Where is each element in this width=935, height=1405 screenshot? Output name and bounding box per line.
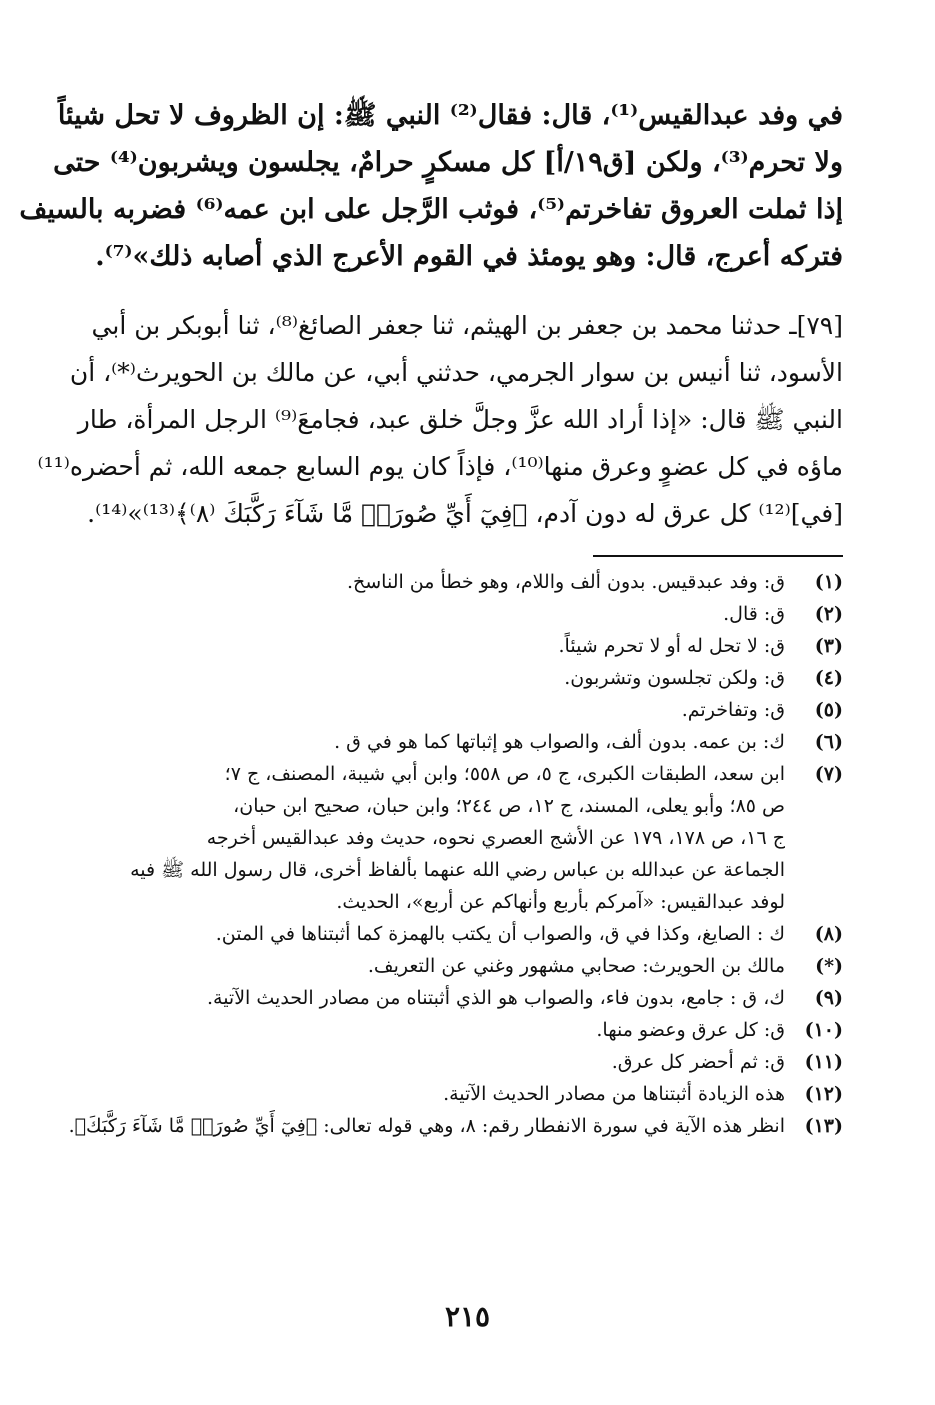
hadith-line: [٧٩]ـ حدثنا محمد بن جعفر بن الهيثم، ثنا جعفر الصائغ⁽⁸⁾، ثنا أبوبكر بن أبي xyxy=(91,311,843,340)
footnote-divider xyxy=(593,555,843,557)
footnote-item xyxy=(96,982,843,1014)
footnote-number: (٤) xyxy=(814,667,843,689)
footnote-text: ك، ق : جامع، بدون فاء، والصواب هو الذي أثبتناه من مصادر الحديث الآتية. xyxy=(206,987,785,1009)
footnote-text: ق: وتفاخرتم. xyxy=(681,699,785,721)
main-paragraph xyxy=(19,92,843,280)
footnote-item xyxy=(96,630,843,662)
footnote-text: هذه الزيادة أثبتناها من مصادر الحديث الآتية. xyxy=(443,1083,785,1105)
footnote-number: (١١) xyxy=(804,1051,843,1073)
hadith-line: النبي ﷺ قال: «إذا أراد الله عزَّ وجلَّ خلق عبد، فجامعَ⁽⁹⁾ الرجل المرأة، طار xyxy=(77,405,843,434)
footnote-number: (١٣) xyxy=(804,1115,843,1137)
main-line: إذا ثملت العروق تفاخرتم⁽⁵⁾، فوثب الرَّجل على ابن عمه⁽⁶⁾ فضربه بالسيف xyxy=(19,194,843,225)
main-line: فتركه أعرج، قال: وهو يومئذ في القوم الأعرج الذي أصابه ذلك»⁽⁷⁾. xyxy=(95,241,843,272)
hadith-paragraph xyxy=(37,302,843,537)
footnote-number: (٨) xyxy=(814,923,843,945)
footnote-text: الجماعة عن عبدالله بن عباس رضي الله عنهما بألفاظ أخرى، قال رسول الله ﷺ فيه xyxy=(130,859,785,881)
footnote-text: مالك بن الحويرث: صحابي مشهور وغني عن التعريف. xyxy=(367,955,785,977)
footnote-number: (٣) xyxy=(814,635,843,657)
footnote-text: انظر هذه الآية في سورة الانفطار رقم: ٨، وهي قوله تعالى: ﴿فِيٓ أَيِّ صُورَةٖ مَّا شَآءَ رَكَّبَكَ﴾. xyxy=(68,1115,785,1137)
page-body xyxy=(19,92,843,537)
footnote-text: ك: بن عمه. بدون ألف، والصواب هو إثباتها كما هو في ق . xyxy=(334,731,785,753)
footnote-item xyxy=(96,726,843,758)
footnote-number: (١) xyxy=(814,571,843,593)
footnote-item xyxy=(96,662,843,694)
footnote-number: (٢) xyxy=(814,603,843,625)
footnote-text: ابن سعد، الطبقات الكبرى، ج ٥، ص ٥٥٨؛ وابن أبي شيبة، المصنف، ج ٧؛ xyxy=(224,763,785,785)
footnote-number: (٥) xyxy=(814,699,843,721)
footnote-number: (٩) xyxy=(814,987,843,1009)
footnote-number: (*) xyxy=(815,955,843,977)
footnote-item xyxy=(96,1078,843,1110)
footnote-number: (٦) xyxy=(814,731,843,753)
footnote-text: ق: كل عرق وعضو منها. xyxy=(596,1019,785,1041)
page-number: ٢١٥ xyxy=(444,1300,491,1333)
footnote-item xyxy=(96,598,843,630)
footnote-number: (١٢) xyxy=(804,1083,843,1105)
footnote-item xyxy=(68,1110,843,1142)
hadith-line: الأسود، ثنا أنيس بن سوار الجرمي، حدثني أبي، عن مالك بن الحويرث⁽*⁾، أن xyxy=(69,358,843,387)
footnote-number: (٧) xyxy=(814,763,843,785)
footnote-text: ج ١٦، ص ١٧٨، ١٧٩ عن الأشج العصري نحوه، حديث وفد عبدالقيس أخرجه xyxy=(206,827,785,849)
main-line: في وفد عبدالقيس⁽¹⁾، قال: فقال⁽²⁾ النبي ﷺ: إن الظروف لا تحل شيئاً xyxy=(57,100,843,131)
footnote-text: ق: وفد عبدقيس. بدون ألف واللام، وهو خطأ من الناسخ. xyxy=(346,571,785,593)
hadith-line: ماؤه في كل عضوٍ وعرق منها⁽¹⁰⁾، فإذاً كان يوم السابع جمعه الله، ثم أحضره⁽¹¹⁾ xyxy=(37,452,843,481)
main-line: ولا تحرم⁽³⁾، ولكن [ق١٩/أ] كل مسكرٍ حرامٌ، يجلسون ويشربون⁽⁴⁾ حتى xyxy=(53,147,843,178)
footnote-text: ق: لا تحل له أو لا تحرم شيئاً. xyxy=(558,635,785,657)
footnote-item xyxy=(96,758,843,918)
footnote-item xyxy=(96,1046,843,1078)
footnote-text: لوفد عبدالقيس: «آمركم بأربع وأنهاكم عن أربع»، الحديث. xyxy=(336,891,785,913)
hadith-line: [في]⁽¹²⁾ كل عرق له دون آدم، ﴿فِيٓ أَيِّ صُورَةٖ مَّا شَآءَ رَكَّبَكَ ⁽٨⁾﴾⁽¹³⁾»⁽¹⁴⁾. xyxy=(87,499,843,528)
footnote-item xyxy=(96,1014,843,1046)
footnote-item xyxy=(96,694,843,726)
footnotes xyxy=(68,566,843,1142)
footnote-text: ق: ولكن تجلسون وتشربون. xyxy=(564,667,785,689)
footnote-text: ق: قال. xyxy=(723,603,785,625)
footnote-item xyxy=(96,566,843,598)
footnote-item xyxy=(96,918,843,950)
footnote-text: ص ٨٥؛ وأبو يعلى، المسند، ج ١٢، ص ٢٤٤؛ وابن حبان، صحيح ابن حبان، xyxy=(233,795,785,817)
footnote-item xyxy=(96,950,843,982)
footnote-text: ق: ثم أحضر كل عرق. xyxy=(611,1051,785,1073)
footnote-text: ك : الصايغ، وكذا في ق، والصواب أن يكتب بالهمزة كما أثبتناها في المتن. xyxy=(215,923,785,945)
footnote-number: (١٠) xyxy=(804,1019,843,1041)
